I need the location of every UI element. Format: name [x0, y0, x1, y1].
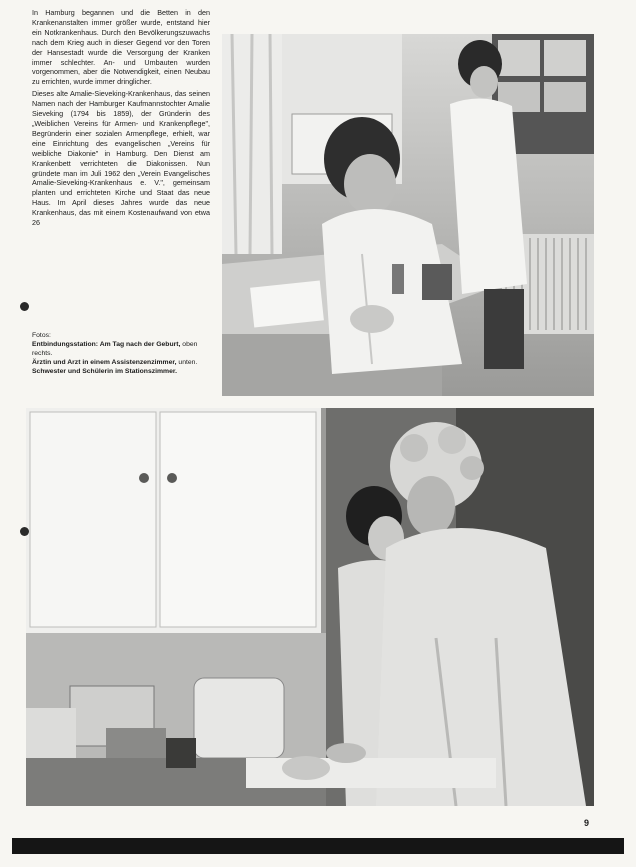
punch-hole-icon — [20, 302, 29, 311]
page-bottom-bar — [12, 838, 624, 854]
caption-line-bold: Ärztin und Arzt in einem Assistenzenzimmer, — [32, 359, 177, 367]
caption-line-rest: unten. — [178, 359, 198, 367]
article-paragraph: Dieses alte Amalie-Sieveking-Krankenhaus, das seinen Namen nach der Hamburger Kaufmannstochter Amalie Sieveking (1794 bis 1859), der Gründerin des „Weiblichen Vereins für Armen- und Krankenpflege", Begründerin einer sozialen Armenpflege, erhielt, war eine Einrichtung des evangelischen „Vereins für weibliche Diakonie" in Hamburg. Den Dienst am Krankenbett verrichteten die Diakonissen. Nun gründete man im Juli 1962 den „Verein Evangelisches Amalie-Sieveking-Krankenhaus e. V.", gemeinsam planten und errichteten Kirche und Staat das neue Haus. Im April dieses Jahres wurde das neue Krankenhaus, das mit einem Kostenaufwand von etwa 26 — [32, 89, 210, 228]
page-number: 9 — [584, 818, 590, 828]
caption-line-bold: Schwester und Schülerin im Stationszimmer. — [32, 368, 178, 376]
article-text-column — [32, 8, 210, 230]
photo-caption — [32, 331, 212, 376]
photo-nurses-station-image — [26, 408, 594, 806]
photo-doctors-office-image — [222, 34, 594, 396]
caption-line-rest: oben rechts. — [32, 341, 198, 358]
caption-label: Fotos: — [32, 332, 51, 339]
caption-line-bold: Entbindungsstation: Am Tag nach der Geburt, — [32, 341, 181, 349]
photo-nurses-station — [26, 408, 594, 806]
caption-line — [32, 358, 212, 367]
caption-line — [32, 367, 212, 376]
caption-line — [32, 340, 212, 358]
article-paragraph: In Hamburg begannen und die Betten in den Krankenanstalten immer größer wurde, entstand hier ein Notkrankenhaus. Durch den Bevölkerungszuwachs nach dem Krieg auch in dieser Gegend vor den Toren der Hansestadt wurde die Versorgung der Kranken immer schlechter. An- und Umbauten wurden vorgenommen, aber die Notwendigkeit, einen Neubau zu errichten, wurde immer dringlicher. — [32, 8, 210, 87]
photo-doctors-office — [222, 34, 594, 396]
punch-hole-icon — [20, 527, 29, 536]
